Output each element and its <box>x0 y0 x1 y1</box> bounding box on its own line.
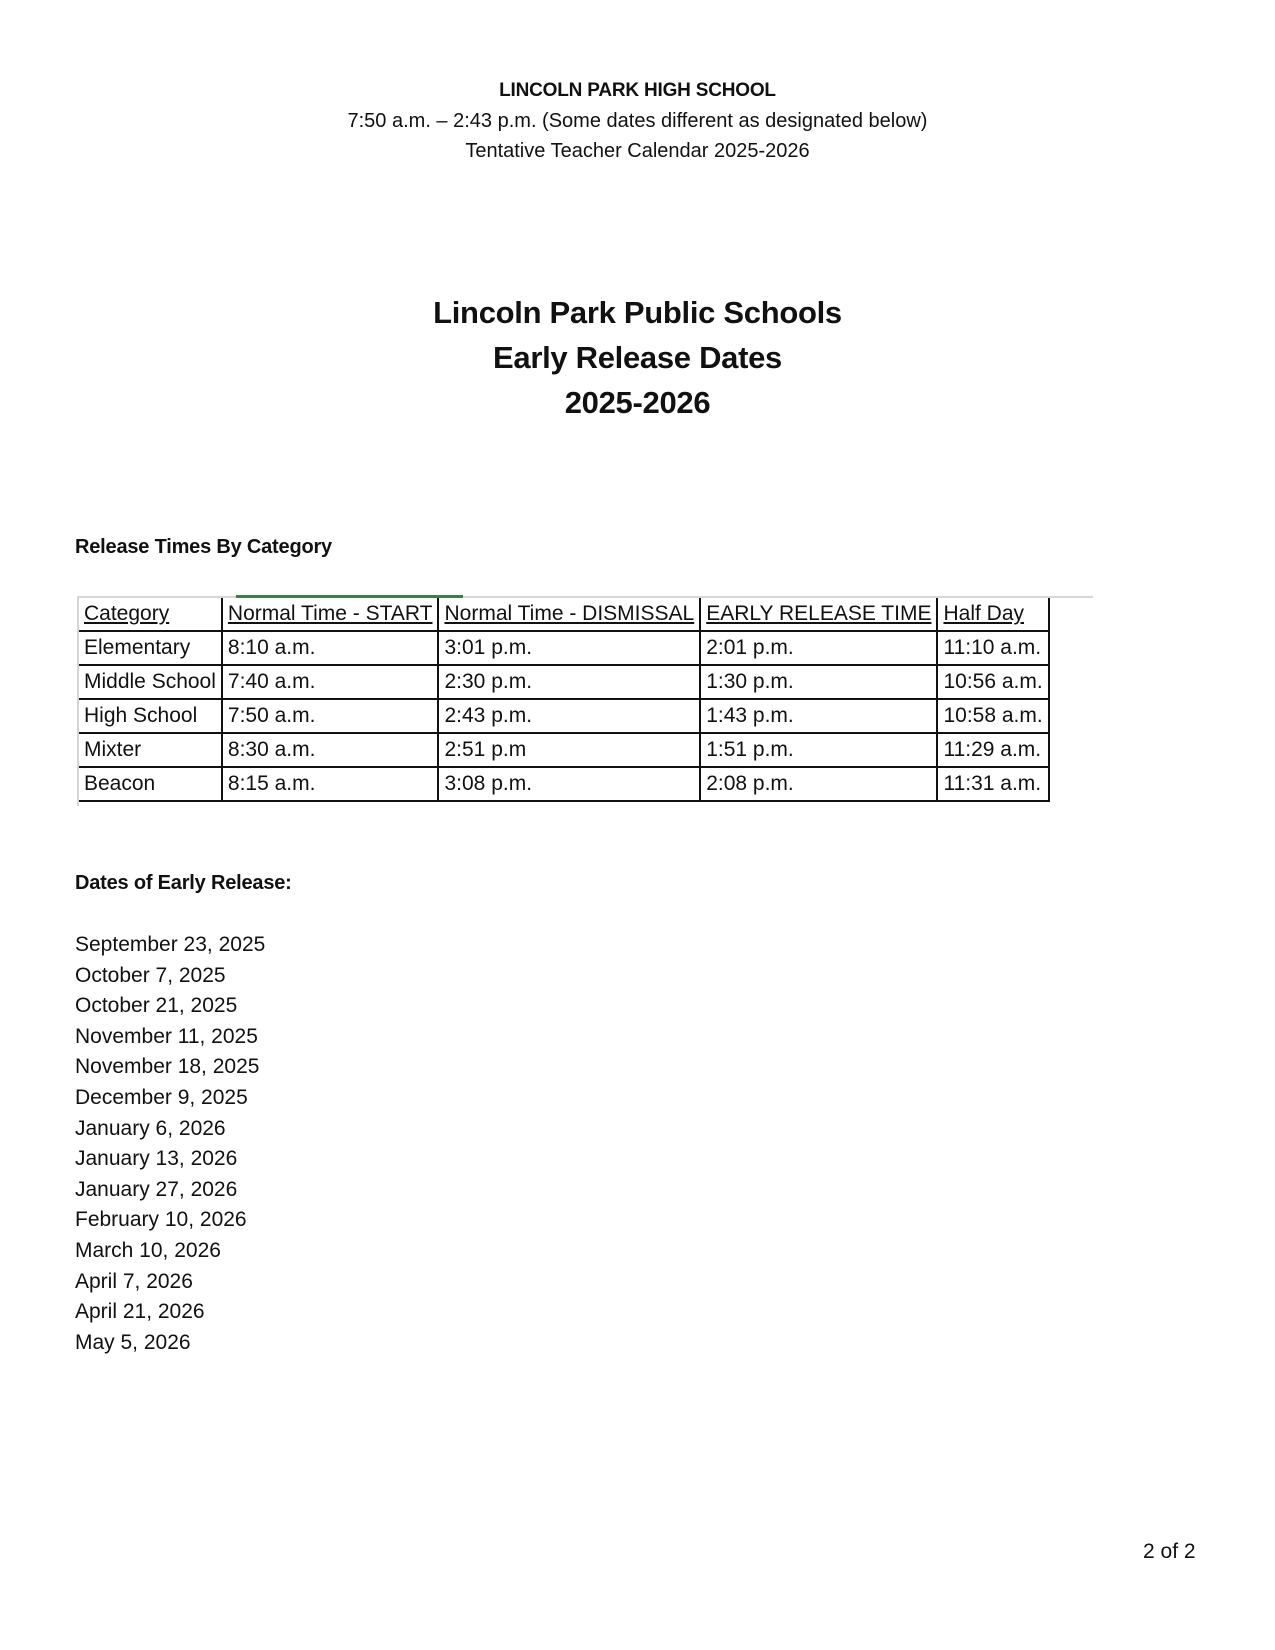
page-number: 2 of 2 <box>1143 1540 1196 1563</box>
column-header-half-day: Half Day <box>937 598 1048 631</box>
cell-category: Beacon <box>79 767 222 801</box>
early-release-dates-heading: Dates of Early Release: <box>75 872 292 894</box>
table-row <box>79 767 1049 801</box>
school-name: LINCOLN PARK HIGH SCHOOL <box>499 80 776 101</box>
document-header <box>0 76 1275 166</box>
cell-normal-dismissal: 3:01 p.m. <box>438 631 700 665</box>
page-title <box>0 290 1275 425</box>
list-item: October 21, 2025 <box>75 994 238 1018</box>
release-times-table <box>79 598 1050 802</box>
list-item: January 13, 2026 <box>75 1147 238 1171</box>
cell-half-day: 11:10 a.m. <box>937 631 1048 665</box>
title-line-topic: Early Release Dates <box>493 340 782 375</box>
title-line-district: Lincoln Park Public Schools <box>433 295 842 330</box>
list-item: October 7, 2025 <box>75 963 226 987</box>
list-item: January 27, 2026 <box>75 1177 238 1201</box>
cell-normal-start: 8:10 a.m. <box>222 631 439 665</box>
list-item: April 21, 2026 <box>75 1300 205 1324</box>
list-item: November 18, 2025 <box>75 1055 260 1079</box>
cell-half-day: 10:58 a.m. <box>937 699 1048 733</box>
column-header-category: Category <box>79 598 222 631</box>
school-hours: 7:50 a.m. – 2:43 p.m. (Some dates different as designated below) <box>347 110 928 132</box>
title-line-year: 2025-2026 <box>564 385 711 420</box>
list-item: April 7, 2026 <box>75 1269 193 1293</box>
cell-normal-dismissal: 3:08 p.m. <box>438 767 700 801</box>
early-release-dates-list <box>75 930 265 1358</box>
cell-normal-start: 8:15 a.m. <box>222 767 439 801</box>
list-item: September 23, 2025 <box>75 933 266 956</box>
column-header-normal-dismissal: Normal Time - DISMISSAL <box>438 598 700 631</box>
table-header-row <box>79 598 1049 631</box>
cell-normal-dismissal: 2:43 p.m. <box>438 699 700 733</box>
list-item: February 10, 2026 <box>75 1208 247 1232</box>
list-item: January 6, 2026 <box>75 1116 226 1140</box>
cell-early-release: 2:08 p.m. <box>700 767 937 801</box>
list-item: May 5, 2026 <box>75 1330 191 1354</box>
list-item: November 11, 2025 <box>75 1024 258 1048</box>
cell-normal-dismissal: 2:51 p.m <box>438 733 700 767</box>
cell-early-release: 1:51 p.m. <box>700 733 937 767</box>
cell-half-day: 11:29 a.m. <box>937 733 1048 767</box>
cell-normal-start: 7:50 a.m. <box>222 699 439 733</box>
calendar-subtitle: Tentative Teacher Calendar 2025-2026 <box>465 140 810 162</box>
table-row <box>79 733 1049 767</box>
cell-normal-start: 7:40 a.m. <box>222 665 439 699</box>
cell-category: Middle School <box>79 665 222 699</box>
column-header-early-release: EARLY RELEASE TIME <box>700 598 937 631</box>
list-item: March 10, 2026 <box>75 1238 221 1262</box>
release-times-heading: Release Times By Category <box>75 536 332 558</box>
cell-category: Elementary <box>79 631 222 665</box>
cell-half-day: 10:56 a.m. <box>937 665 1048 699</box>
cell-category: Mixter <box>79 733 222 767</box>
cell-early-release: 1:30 p.m. <box>700 665 937 699</box>
table-row <box>79 665 1049 699</box>
cell-normal-start: 8:30 a.m. <box>222 733 439 767</box>
cell-half-day: 11:31 a.m. <box>937 767 1048 801</box>
table-row <box>79 631 1049 665</box>
column-header-normal-start: Normal Time - START <box>222 598 439 631</box>
cell-normal-dismissal: 2:30 p.m. <box>438 665 700 699</box>
table-row <box>79 699 1049 733</box>
list-item: December 9, 2025 <box>75 1085 248 1109</box>
cell-category: High School <box>79 699 222 733</box>
cell-early-release: 2:01 p.m. <box>700 631 937 665</box>
cell-early-release: 1:43 p.m. <box>700 699 937 733</box>
